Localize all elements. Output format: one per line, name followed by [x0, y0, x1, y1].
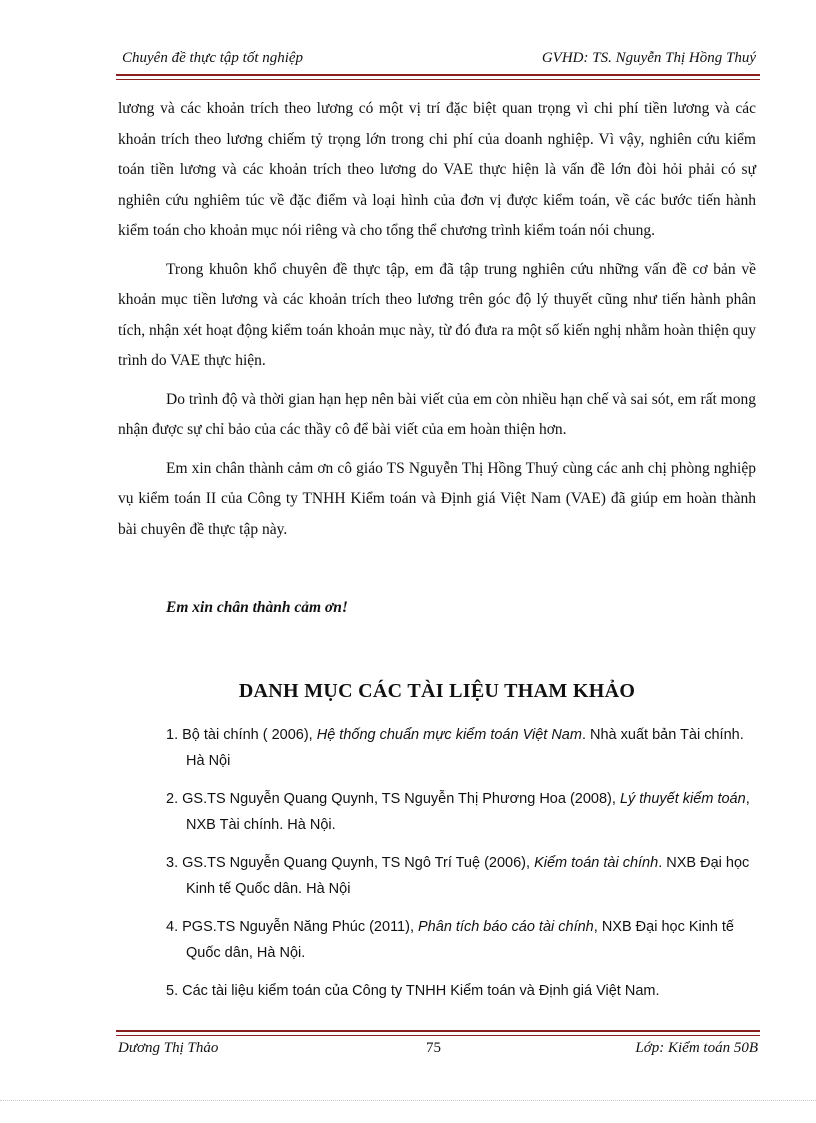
paragraph-4: Em xin chân thành cảm ơn cô giáo TS Nguyễn Thị Hồng Thuý cùng các anh chị phòng nghiệp vụ kiểm toán II của Công ty TNHH Kiểm toán và Định giá Việt Nam (VAE) đã giúp em hoàn thành bài chuyên đề thực tập này. [118, 459, 756, 538]
reference-publisher: . NXB Đại học Kinh tế Quốc dân. Hà Nội [186, 855, 750, 897]
header-left-title: Chuyên đề thực tập tốt nghiệp [122, 50, 304, 66]
reference-item [166, 978, 756, 1004]
references-heading: DANH MỤC CÁC TÀI LIỆU THAM KHẢO [238, 680, 636, 702]
reference-text: 1. Bộ tài chính ( 2006), [166, 727, 317, 743]
reference-title: Kiểm toán tài chính [534, 855, 659, 871]
header-supervisor: GVHD: TS. Nguyễn Thị Hồng Thuý [541, 50, 756, 66]
reference-publisher: , NXB Tài chính. Hà Nội. [186, 791, 750, 833]
reference-publisher: . Nhà xuất bản Tài chính. Hà Nội [186, 727, 744, 769]
page-number: 75 [426, 1040, 441, 1056]
reference-text: 2. GS.TS Nguyễn Quang Quynh, TS Nguyễn Thị Phương Hoa (2008), [166, 791, 620, 807]
reference-item [166, 914, 756, 966]
footer-author: Dương Thị Thảo [118, 1040, 219, 1056]
paragraph-2: Trong khuôn khổ chuyên đề thực tập, em đã tập trung nghiên cứu những vấn đề cơ bản về khoản mục tiền lương và các khoản trích theo lương trên góc độ lý thuyết cũng như tiến hành phân tích, nhận xét hoạt động kiểm toán khoản mục này, từ đó đưa ra một số kiến nghị nhằm hoàn thiện quy trình do VAE thực hiện. [118, 260, 756, 369]
page-header [118, 48, 758, 72]
reference-text: 4. PGS.TS Nguyễn Năng Phúc (2011), [166, 919, 419, 935]
reference-title: Lý thuyết kiểm toán [619, 791, 746, 807]
body-text [118, 94, 756, 553]
footer-class: Lớp: Kiểm toán 50B [635, 1040, 758, 1056]
reference-text: 3. GS.TS Nguyễn Quang Quynh, TS Ngô Trí Tuệ (2006), [166, 855, 535, 871]
paragraph-1: lương và các khoản trích theo lương có một vị trí đặc biệt quan trọng vì chi phí tiền lương và các khoản trích theo lương chiếm tỷ trọng lớn trong chi phí của doanh nghiệp. Vì vậy, nghiên cứu kiểm toán tiền lương và các khoản trích theo lương do VAE thực hiện là vấn đề lớn đòi hỏi phải có sự nghiên cứu nghiêm túc về đặc điểm và loại hình của đơn vị được kiểm toán, về các bước tiến hành kiểm toán cho khoản mục nói riêng và cho tổng thể chương trình kiểm toán nói chung. [118, 100, 756, 239]
footer-rule [116, 1030, 760, 1036]
reference-publisher: , NXB Đại học Kinh tế Quốc dân, Hà Nội. [186, 919, 735, 961]
reference-title: Phân tích báo cáo tài chính [418, 919, 594, 935]
reference-title: Hệ thống chuẩn mực kiểm toán Việt Nam [316, 727, 582, 743]
reference-item [166, 722, 756, 774]
reference-text: 5. Các tài liệu kiểm toán của Công ty TNHH Kiểm toán và Định giá Việt Nam. [166, 983, 660, 999]
header-rule [116, 74, 760, 80]
thanks-line: Em xin chân thành cảm ơn! [166, 599, 348, 616]
reference-item [166, 786, 756, 838]
page-footer [118, 1038, 758, 1062]
page-bottom-divider [0, 1100, 816, 1102]
reference-item [166, 850, 756, 902]
paragraph-3: Do trình độ và thời gian hạn hẹp nên bài viết của em còn nhiều hạn chế và sai sót, em rất mong nhận được sự chỉ bảo của các thầy cô để bài viết của em hoàn thiện hơn. [118, 390, 756, 438]
references-list [166, 722, 756, 1016]
